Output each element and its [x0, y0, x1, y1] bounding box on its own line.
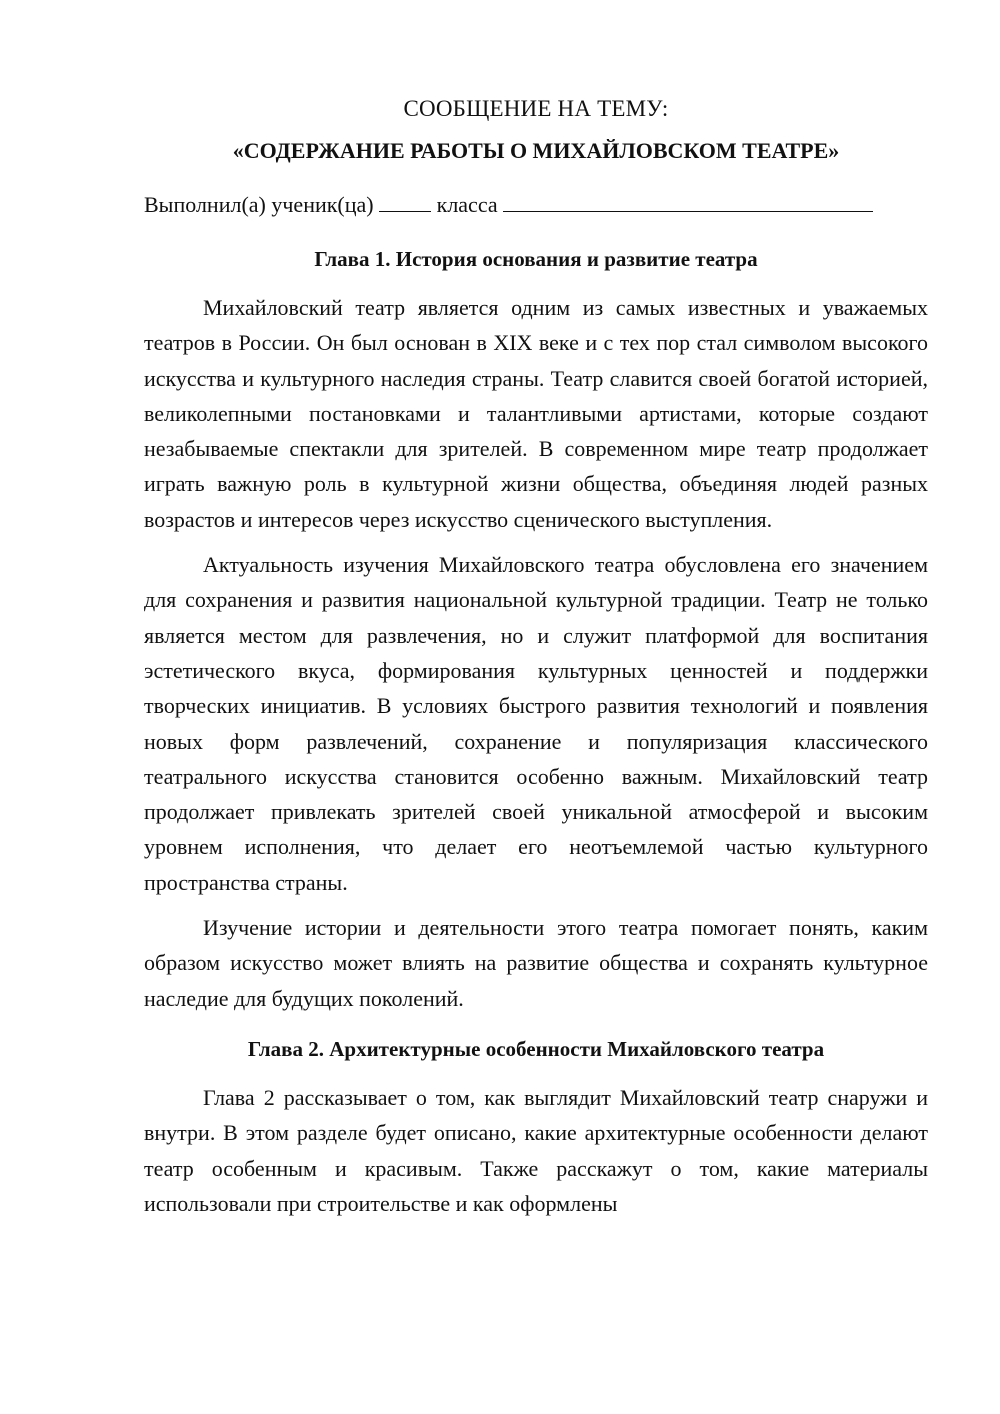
author-label: Выполнил(а) ученик(ца) [144, 192, 374, 217]
report-topic-title: «СОДЕРЖАНИЕ РАБОТЫ О МИХАЙЛОВСКОМ ТЕАТРЕ» [232, 138, 840, 163]
chapter-2-paragraph-1: Глава 2 рассказывает о том, как выглядит Михайловский театр снаружи и внутри. В этом разделе будет описано, какие архитектурные особенности делают театр особенным и красивым. Также расскажут о том, какие материалы использовали при строительстве и как оформлены [144, 1084, 928, 1216]
report-heading: СООБЩЕНИЕ НА ТЕМУ: [403, 96, 669, 121]
author-line [144, 188, 928, 222]
class-label: класса [436, 192, 498, 217]
chapter-2-title: Глава 2. Архитектурные особенности Михайловского театра [247, 1036, 825, 1061]
grade-blank-field[interactable] [379, 189, 431, 212]
document-page [144, 92, 928, 1221]
chapter-1-title: Глава 1. История основания и развитие театра [314, 247, 758, 271]
name-blank-field[interactable] [503, 189, 873, 212]
chapter-1-paragraph-1: Михайловский театр является одним из самых известных и уважаемых театров в России. Он был основан в XIX веке и с тех пор стал символом высокого искусства и культурного наследия страны. Театр славится своей богатой историей, великолепными постановками и талантливыми артистами, которые создают незабываемые спектакли для зрителей. В современном мире театр продолжает играть важную роль в культурной жизни общества, объединяя людей разных возрастов и интересов через искусство сценического выступления. [144, 295, 928, 532]
chapter-1-paragraph-3: Изучение истории и деятельности этого театра помогает понять, каким образом искусство может влиять на развитие общества и сохранять культурное наследие для будущих поколений. [144, 915, 928, 1011]
chapter-1-paragraph-2: Актуальность изучения Михайловского театра обусловлена его значением для сохранения и развития национальной культурной традиции. Театр не только является местом для развлечения, но и служит платформой для воспитания эстетического вкуса, формирования культурных ценностей и поддержки творческих инициатив. В условиях быстрого развития технологий и появления новых форм развлечений, сохранение и популяризация классического театрального искусства становится особенно важным. Михайловский театр продолжает привлекать зрителей своей уникальной атмосферой и высоким уровнем исполнения, что делает его неотъемлемой частью культурного пространства страны. [144, 552, 928, 895]
